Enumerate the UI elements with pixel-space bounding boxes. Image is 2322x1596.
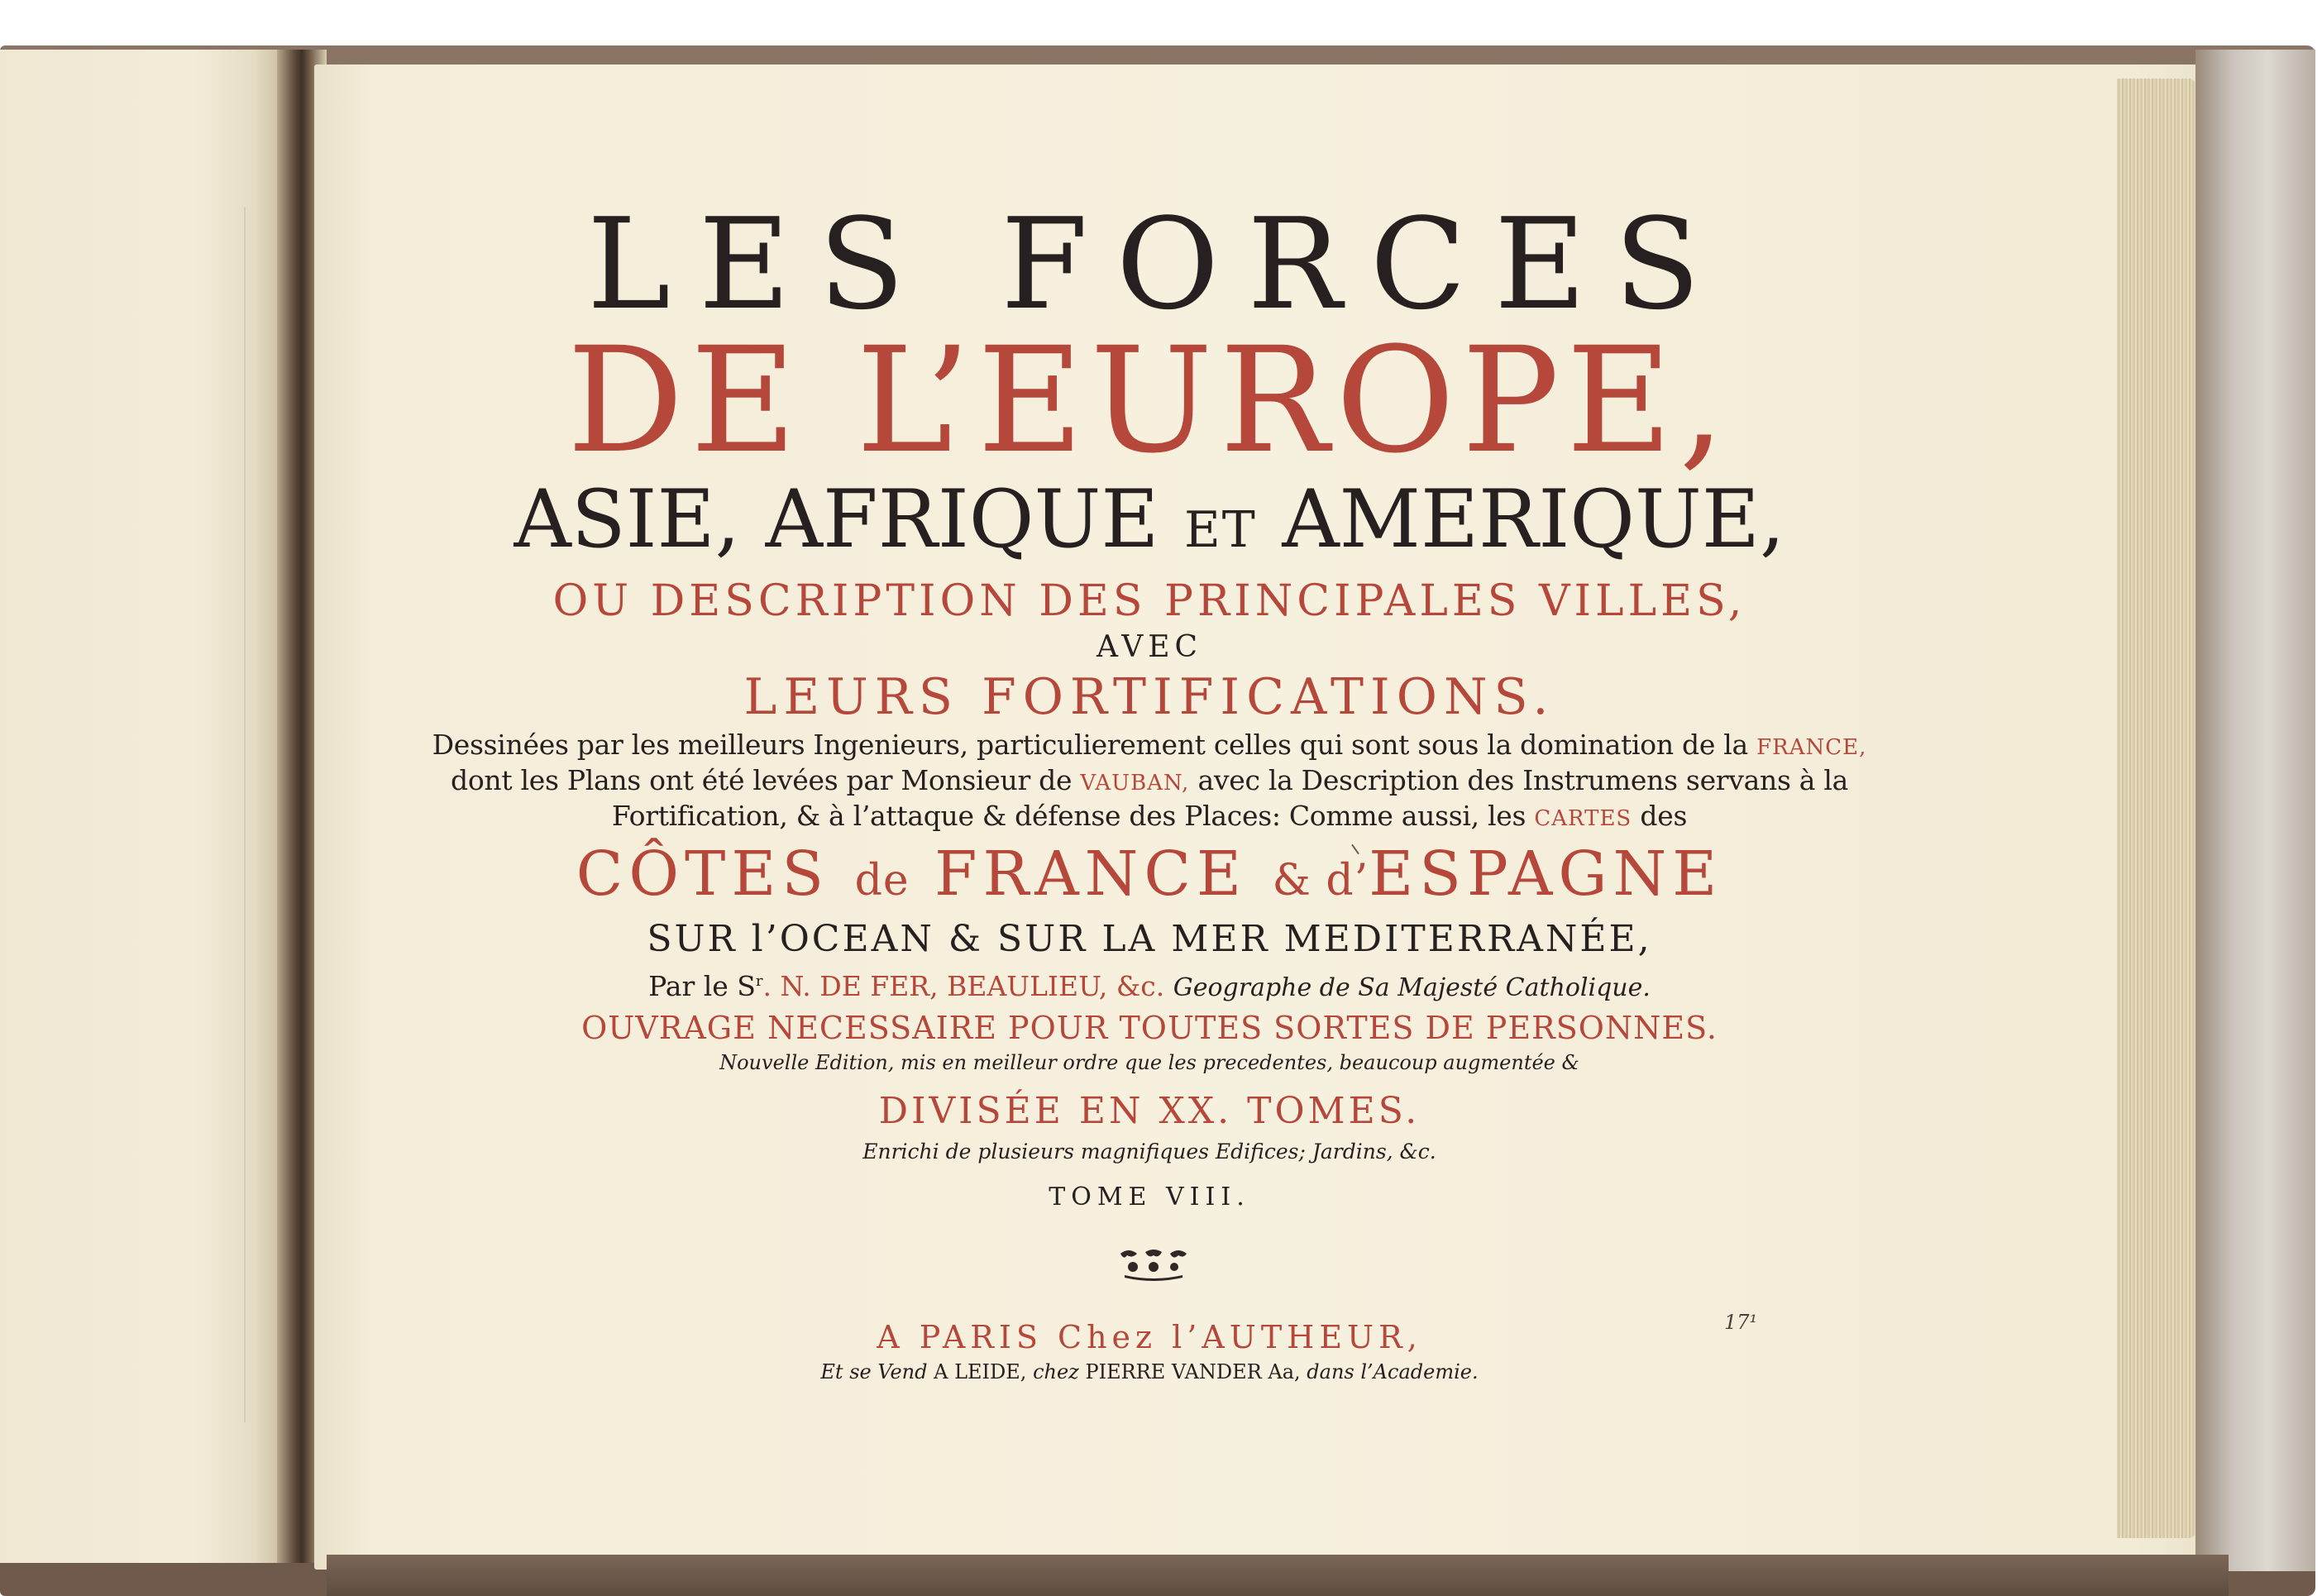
title-line-continents <box>397 475 1902 575</box>
title-line-tome: TOME VIII. <box>1049 1183 1250 1211</box>
body-line-2 <box>397 764 1902 800</box>
title-line-divisee: DIVISÉE EN XX. TOMES. <box>878 1090 1421 1132</box>
leide-text-chez: chez <box>1026 1360 1086 1383</box>
leide-text-a: Et se Vend <box>820 1360 934 1383</box>
title-line-a-paris: A PARIS Chez l’AUTHEUR, <box>877 1319 1422 1355</box>
continents-part-2: AMERIQUE, <box>1256 473 1785 566</box>
author-par-le: Par le S <box>648 970 756 1002</box>
cotes-espagne: ESPAGNE <box>1369 839 1723 910</box>
title-text-block <box>397 191 1902 1386</box>
continents-part-1: ASIE, AFRIQUE <box>514 473 1184 566</box>
cotes-word: CÔTES <box>576 839 855 910</box>
title-line-ocean: SUR l’OCEAN & SUR LA MER MEDITERRANÉE, <box>647 918 1652 960</box>
title-line-leide <box>397 1358 1902 1386</box>
leide-text-academie: dans l’Academie. <box>1300 1360 1479 1383</box>
title-line-les-forces: LES FORCES <box>586 191 1729 337</box>
page-edges <box>2117 79 2195 1538</box>
body-line-3-text-b: des <box>1632 800 1688 832</box>
author-sup: r <box>755 972 763 990</box>
continents-et: ET <box>1184 501 1257 559</box>
handwritten-margin-note: 17¹ <box>1724 1311 1758 1334</box>
title-line-ouvrage: OUVRAGE NECESSAIRE POUR TOUTES SORTES DE PERSONNES. <box>581 1010 1718 1046</box>
cover-bottom-edge <box>327 1555 2229 1596</box>
author-name: . N. DE FER, BEAULIEU, &c. <box>762 970 1173 1002</box>
left-page <box>0 50 277 1563</box>
body-word-vauban: VAUBAN, <box>1080 771 1190 796</box>
author-title: Geographe de Sa Majesté Catholique. <box>1173 973 1651 1002</box>
title-line-cotes <box>397 839 1902 916</box>
body-line-2-text-b: avec la Description des Instrumens servans à la <box>1189 764 1848 796</box>
cotes-and: & d’ <box>1272 856 1369 906</box>
faint-plate-impression <box>21 207 246 1422</box>
body-line-1-text: Dessinées par les meilleurs Ingenieurs, particulierement celles qui sont sous la domination de la <box>432 729 1757 761</box>
body-line-3 <box>397 800 1902 835</box>
title-line-enrichi: Enrichi de plusieurs magnifiques Edifices; Jardins, &c. <box>862 1140 1436 1164</box>
cotes-france: FRANCE <box>909 839 1273 910</box>
title-line-avec: AVEC <box>1096 630 1203 664</box>
title-line-fortifications: LEURS FORTIFICATIONS. <box>743 668 1555 726</box>
body-word-france: FRANCE, <box>1756 735 1867 760</box>
printers-ornament-icon <box>1104 1245 1195 1282</box>
cover-flap <box>2195 50 2315 1571</box>
body-line-1 <box>397 729 1902 764</box>
cotes-de: de <box>854 856 910 906</box>
body-word-cartes: CARTES <box>1534 806 1632 831</box>
title-line-description: OU DESCRIPTION DES PRINCIPALES VILLES, <box>552 576 1746 626</box>
body-line-3-text-a: Fortification, & à l’attaque & défense des Places: Comme aussi, les <box>611 800 1535 832</box>
title-line-de-leurope: DE L’EUROPE, <box>566 316 1732 485</box>
leide-city: A LEIDE, <box>934 1360 1027 1383</box>
leide-publisher: PIERRE VANDER Aa, <box>1085 1360 1301 1383</box>
title-line-nouvelle-edition: Nouvelle Edition, mis en meilleur ordre que les precedentes, beaucoup augmentée & <box>719 1051 1579 1074</box>
body-line-2-text-a: dont les Plans ont été levées par Monsieur de <box>451 764 1081 796</box>
title-line-author <box>397 963 1902 1007</box>
